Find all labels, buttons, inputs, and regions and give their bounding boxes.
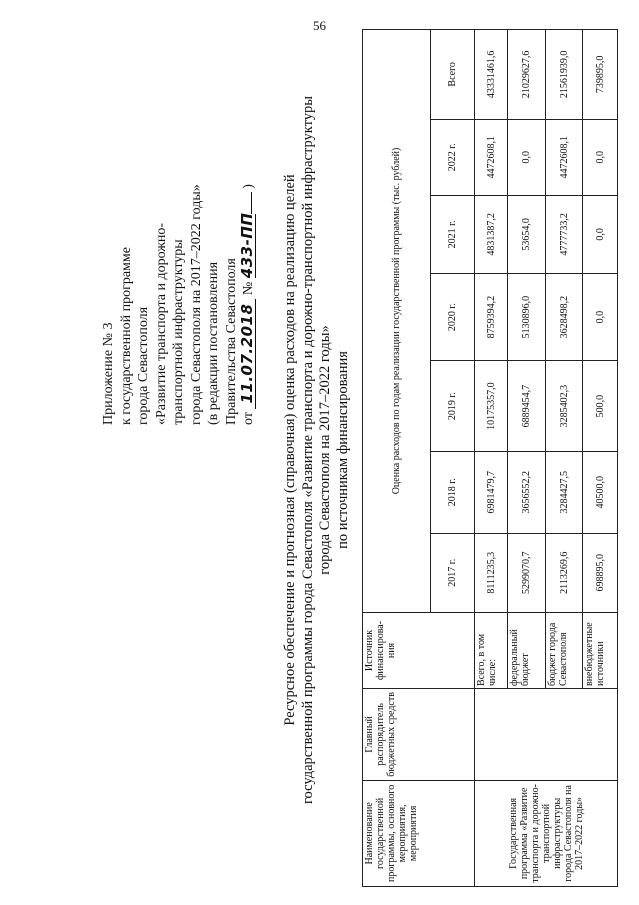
value-cell: 4472608,1	[546, 119, 583, 195]
page-number: 56	[313, 18, 326, 33]
title-line: государственной программы города Севастополя «Развитие транспорта и дорожно-транспортной инфраструктуры	[299, 95, 316, 805]
value-cell: 0,0	[583, 274, 618, 361]
value-cell: 5299070,7	[508, 533, 546, 612]
value-cell: 3628498,2	[546, 274, 583, 361]
number-label: №	[241, 281, 256, 296]
funding-source-cell: внебюджетные источники	[583, 612, 618, 688]
appendix-block	[100, 95, 258, 425]
value-cell: 10175357,0	[475, 361, 508, 452]
funding-source-cell: федеральный бюджет	[508, 612, 546, 688]
title-line: по источникам финансирования	[334, 351, 351, 549]
appendix-line: транспортной инфраструктуры	[171, 239, 186, 425]
appendix-line: к государственной программе	[118, 247, 134, 425]
funding-source-cell: бюджет города Севастополя	[546, 612, 583, 688]
value-cell: 2113269,6	[546, 533, 583, 612]
total-cell: 21561939,0	[546, 30, 583, 120]
budget-manager-cell	[475, 689, 618, 781]
decree-reference-line	[240, 95, 258, 425]
value-cell: 0,0	[583, 119, 618, 195]
value-cell: 0,0	[508, 119, 546, 195]
appendix-line: «Развитие транспорта и дорожно-	[153, 222, 169, 425]
total-cell: 21029627,6	[508, 30, 546, 120]
program-name-cell: Государственная программа «Развитие транспорта и дорожно-транспортной инфраструктуры города Севастополя на 2017–2022 годы»	[475, 780, 618, 886]
table-row	[475, 30, 508, 887]
header-year: 2018 г.	[431, 451, 475, 533]
total-cell: 739895,0	[583, 30, 618, 120]
blank-underline	[251, 192, 252, 214]
appendix-line: Приложение № 3	[101, 322, 116, 425]
header-expense-estimate: Оценка расходов по годам реализации государственной программы (тыс. рублей)	[363, 30, 431, 613]
value-cell: 4831387,2	[475, 195, 508, 273]
from-label: от	[241, 412, 256, 425]
title-line: города Севастополя на 2017–2022 годы»	[317, 325, 333, 575]
value-cell: 8111235,3	[475, 533, 508, 612]
appendix-line: города Севастополя на 2017–2022 годы»	[188, 184, 204, 425]
appendix-line: Правительства Севастополя	[223, 258, 239, 425]
total-cell: 43331461,6	[475, 30, 508, 120]
header-year: 2021 г.	[431, 195, 475, 273]
value-cell: 698895,0	[583, 533, 618, 612]
value-cell: 4777733,2	[546, 195, 583, 273]
document-title	[282, 35, 352, 865]
value-cell: 3656552,2	[508, 451, 546, 533]
header-program-name: Наименование государственной программы, основного мероприятия, мероприятия	[363, 780, 475, 886]
value-cell: 53654,0	[508, 195, 546, 273]
value-cell: 5130896,0	[508, 274, 546, 361]
header-year: 2022 г.	[431, 119, 475, 195]
value-cell: 3285402,3	[546, 361, 583, 452]
header-year: 2017 г.	[431, 533, 475, 612]
header-budget-manager: Главный распорядитель бюджетных средств	[363, 689, 475, 781]
handwritten-date: 11.07.2018	[240, 299, 256, 409]
value-cell: 0,0	[583, 195, 618, 273]
value-cell: 4472608,1	[475, 119, 508, 195]
handwritten-number: 433-ПП	[238, 212, 256, 279]
appendix-line: города Севастополя	[136, 306, 151, 425]
value-cell: 8759394,2	[475, 274, 508, 361]
funding-source-cell: Всего, в том числе:	[475, 612, 508, 688]
value-cell: 6981479,7	[475, 451, 508, 533]
value-cell: 6889454,7	[508, 361, 546, 452]
title-line: Ресурсное обеспечение и прогнозная (справочная) оценка расходов на реализацию целей	[282, 174, 298, 726]
header-year: 2020 г.	[431, 274, 475, 361]
header-total: Всего	[431, 30, 475, 120]
value-cell: 40500,0	[583, 451, 618, 533]
close-paren: )	[241, 184, 256, 189]
value-cell: 500,0	[583, 361, 618, 452]
funding-table	[362, 29, 618, 887]
header-funding-source: Источник финансирова-ния	[363, 612, 475, 688]
header-year: 2019 г.	[431, 361, 475, 452]
value-cell: 3284427,5	[546, 451, 583, 533]
appendix-line: (в редакции постановления	[206, 261, 221, 425]
